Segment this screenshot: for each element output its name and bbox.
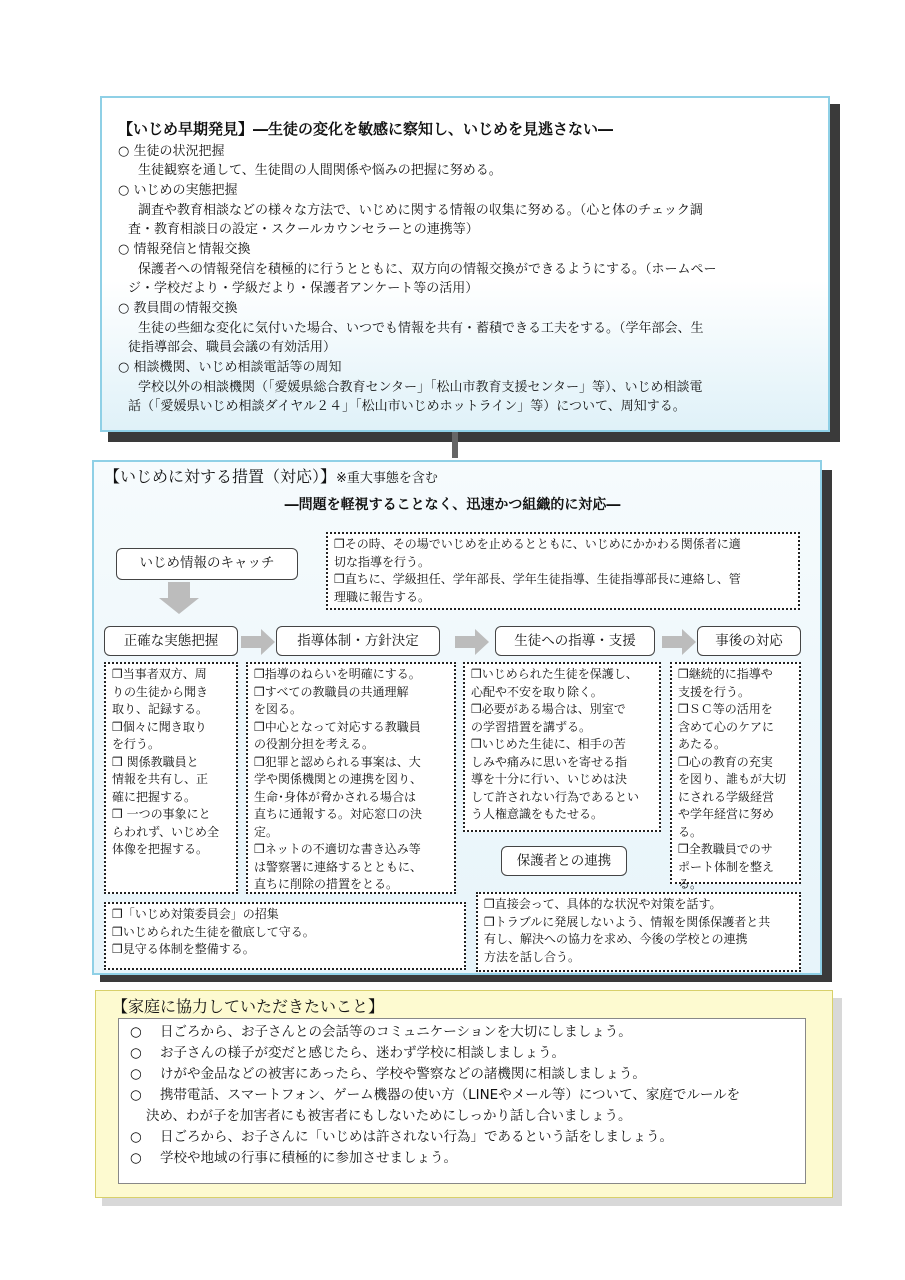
catch-box-line: 切な指導を行う。	[334, 554, 431, 569]
family-item-mark: ○	[130, 1150, 142, 1166]
policy-line: ❒指導のねらいを明確にする。	[254, 667, 421, 681]
family-item	[130, 1127, 673, 1147]
family-item-mark: ○	[130, 1024, 142, 1040]
policy-line: ❒すべての教職員の共通理解	[254, 684, 409, 699]
guardian-line: ❒直接会って、具体的な状況や対策を話す。	[484, 897, 722, 911]
student-guidance-line: 導を十分に行い、いじめは決	[471, 772, 628, 786]
catch-box-line: ❒その時、その場でいじめを止めるとともに、いじめにかかわる関係者に適	[334, 537, 741, 551]
fact-finding-box	[104, 662, 238, 894]
step-student-guidance: 生徒への指導・支援	[495, 626, 655, 656]
fact-finding-line: ❒当事者双方、周	[112, 667, 207, 681]
early-item-text: 話（「愛媛県いじめ相談ダイヤル２４」「松山市いじめホットライン」等）について、周知する。	[128, 399, 686, 414]
step-fact-finding: 正確な実態把握	[104, 626, 238, 656]
family-item-mark: ○	[130, 1087, 142, 1103]
family-item	[146, 1106, 631, 1126]
follow-up-line: ❒全教職員でのサ	[678, 842, 773, 856]
policy-line: ❒犯罪と認められる事案は、大	[254, 754, 421, 769]
section-connector	[452, 432, 458, 458]
early-item-text: 生徒観察を通して、生徒間の人間関係や悩みの把握に努める。	[138, 163, 502, 178]
follow-up-line: を図り、誰もが大切	[678, 772, 787, 786]
policy-line: 生命･身体が脅かされる場合は	[254, 789, 417, 804]
measures-title-text: 【いじめに対する措置（対応）】	[104, 467, 337, 486]
committee-line: ❒「いじめ対策委員会」の招集	[112, 907, 279, 921]
family-item-mark: ○	[130, 1129, 142, 1145]
student-guidance-box	[463, 662, 661, 832]
guardian-label: 保護者との連携	[501, 846, 627, 876]
early-item-heading: ○ 生徒の状況把握	[118, 144, 225, 159]
family-item	[130, 1064, 646, 1084]
policy-line: ❒ネットの不適切な書き込み等	[254, 842, 421, 856]
committee-line: ❒見守る体制を整備する。	[112, 942, 255, 956]
family-item-text: 携帯電話、スマートフォン、ゲーム機器の使い方（LINEやメール等）について、家庭でルールを	[160, 1087, 741, 1103]
family-title: 【家庭に協力していただきたいこと】	[112, 997, 385, 1016]
family-item-text: けがや金品などの被害にあったら、学校や警察などの諸機関に相談しましょう。	[160, 1066, 646, 1082]
early-item-text: 徒指導部会、職員会議の有効活用）	[128, 340, 337, 355]
family-item	[130, 1022, 632, 1042]
fact-finding-line: を行う。	[112, 737, 161, 751]
family-item	[130, 1043, 565, 1063]
follow-up-box	[670, 662, 801, 891]
family-item-text: 日ごろから、お子さんとの会話等のコミュニケーションを大切にしましょう。	[160, 1024, 632, 1040]
follow-up-line: ❒継続的に指導や	[678, 667, 773, 681]
student-guidance-line: しみや痛みに思いを寄せる指	[471, 754, 628, 769]
family-item-mark: ○	[130, 1045, 142, 1061]
step-follow-up: 事後の対応	[697, 626, 801, 656]
measures-subtitle: ―問題を軽視することなく、迅速かつ組織的に対応―	[284, 497, 621, 513]
arrow-right-icon	[241, 636, 261, 648]
arrow-right-icon	[662, 636, 682, 648]
early-item-text: 保護者への情報発信を積極的に行うとともに、双方向の情報交換ができるようにする。（ホームペー	[138, 262, 717, 277]
policy-line: は警察署に連絡するとともに、	[254, 859, 423, 874]
family-item	[130, 1085, 740, 1105]
early-item-text: 調査や教育相談などの様々な方法で、いじめに関する情報の収集に努める。（心と体のチェック調	[138, 203, 703, 218]
early-item-heading: ○ 情報発信と情報交換	[118, 242, 251, 257]
fact-finding-line: 情報を共有し、正	[112, 772, 209, 786]
fact-finding-line: らわれず、いじめ全	[112, 824, 220, 839]
family-item-text: 日ごろから、お子さんに「いじめは許されない行為」であるという話をしましょう。	[160, 1129, 673, 1145]
policy-line: 直ちに通報する。対応窓口の決	[254, 807, 423, 821]
early-item-text: 生徒の些細な変化に気付いた場合、いつでも情報を共有・蓄積できる工夫をする。（学年部会、生	[138, 321, 704, 336]
policy-line: の役割分担を考える。	[254, 737, 375, 751]
follow-up-line: ポート体制を整える。	[678, 859, 775, 891]
student-guidance-line: 心配や不安を取り除く。	[471, 684, 603, 699]
early-item-text: 学校以外の相談機関（「愛媛県総合教育センター」「松山市教育支援センター」等）、いじめ相談電	[138, 380, 703, 395]
policy-line: を図る。	[254, 702, 303, 716]
follow-up-line: ❒心の教育の充実	[678, 754, 773, 769]
family-item-text: 学校や地域の行事に積極的に参加させましょう。	[160, 1150, 457, 1166]
fact-finding-line: ❒ 一つの事象にと	[112, 807, 211, 821]
policy-line: 直ちに削除の措置をとる。	[254, 877, 399, 891]
guardian-line: 有し、解決への協力を求め、今後の学校との連携	[484, 932, 748, 946]
follow-up-line: 含めて心のケアに	[678, 719, 775, 734]
student-guidance-line: ❒いじめた生徒に、相手の苦	[471, 737, 626, 751]
guardian-line: 方法を話し合う。	[484, 949, 581, 964]
measures-title-note: ※重大事態を含む	[336, 471, 438, 486]
committee-box	[104, 902, 466, 970]
early-item-heading: ○ 教員間の情報交換	[118, 301, 238, 316]
student-guidance-line: ❒いじめられた生徒を保護し、	[471, 667, 638, 681]
catch-box	[326, 532, 800, 610]
fact-finding-line: 確に把握する。	[112, 789, 197, 804]
policy-line: 定。	[254, 824, 279, 839]
catch-label: いじめ情報のキャッチ	[116, 548, 298, 580]
early-item-heading: ○ いじめの実態把握	[118, 183, 238, 198]
early-detection-title: 【いじめ早期発見】―生徒の変化を敏感に察知し、いじめを見逃さない―	[118, 120, 614, 138]
fact-finding-line: りの生徒から聞き	[112, 684, 209, 699]
student-guidance-line: して許されない行為であるとい	[471, 789, 640, 804]
follow-up-line: にされる学級経営	[678, 789, 775, 804]
follow-up-line: ❒ＳＣ等の活用を	[678, 702, 773, 716]
follow-up-line: 支援を行う。	[678, 684, 751, 699]
family-item-text: お子さんの様子が変だと感じたら、迷わず学校に相談しましょう。	[160, 1045, 565, 1061]
follow-up-line: あたる。	[678, 737, 727, 751]
committee-line: ❒いじめられた生徒を徹底して守る。	[112, 924, 315, 939]
early-item-text: ジ・学校だより・学級だより・保護者アンケート等の活用）	[128, 281, 479, 296]
early-item-text: 査・教育相談日の設定・スクールカウンセラーとの連携等）	[128, 222, 479, 237]
guardian-line: ❒トラブルに発展しないよう、情報を関係保護者と共	[484, 914, 771, 929]
step-policy: 指導体制・方針決定	[276, 626, 440, 656]
family-item-text: 決め、わが子を加害者にも被害者にもしないためにしっかり話し合いましょう。	[146, 1108, 632, 1124]
guardian-box	[476, 892, 801, 972]
follow-up-line: や学年経営に努め	[678, 807, 775, 821]
fact-finding-line: ❒個々に聞き取り	[112, 719, 207, 734]
early-item-heading: ○ 相談機関、いじめ相談電話等の周知	[118, 360, 342, 375]
catch-box-line: 理職に報告する。	[334, 589, 431, 604]
fact-finding-line: 取り、記録する。	[112, 702, 209, 716]
catch-box-line: ❒直ちに、学級担任、学年部長、学年生徒指導、生徒指導部長に連絡し、管	[334, 572, 741, 586]
measures-title	[104, 464, 438, 487]
arrow-right-icon	[455, 636, 475, 648]
family-item-mark: ○	[130, 1066, 142, 1082]
policy-line: 学や関係機関との連携を図り、	[254, 772, 423, 786]
arrow-down-icon	[168, 582, 190, 598]
policy-box	[246, 662, 456, 894]
student-guidance-line: う人権意識をもたせる。	[471, 807, 604, 821]
student-guidance-line: の学習措置を講ずる。	[471, 719, 592, 734]
fact-finding-line: 体像を把握する。	[112, 842, 209, 856]
family-item	[130, 1148, 457, 1168]
follow-up-line: る。	[678, 824, 703, 839]
fact-finding-line: ❒ 関係教職員と	[112, 754, 199, 769]
student-guidance-line: ❒必要がある場合は、別室で	[471, 702, 626, 716]
policy-line: ❒中心となって対応する教職員	[254, 719, 421, 734]
